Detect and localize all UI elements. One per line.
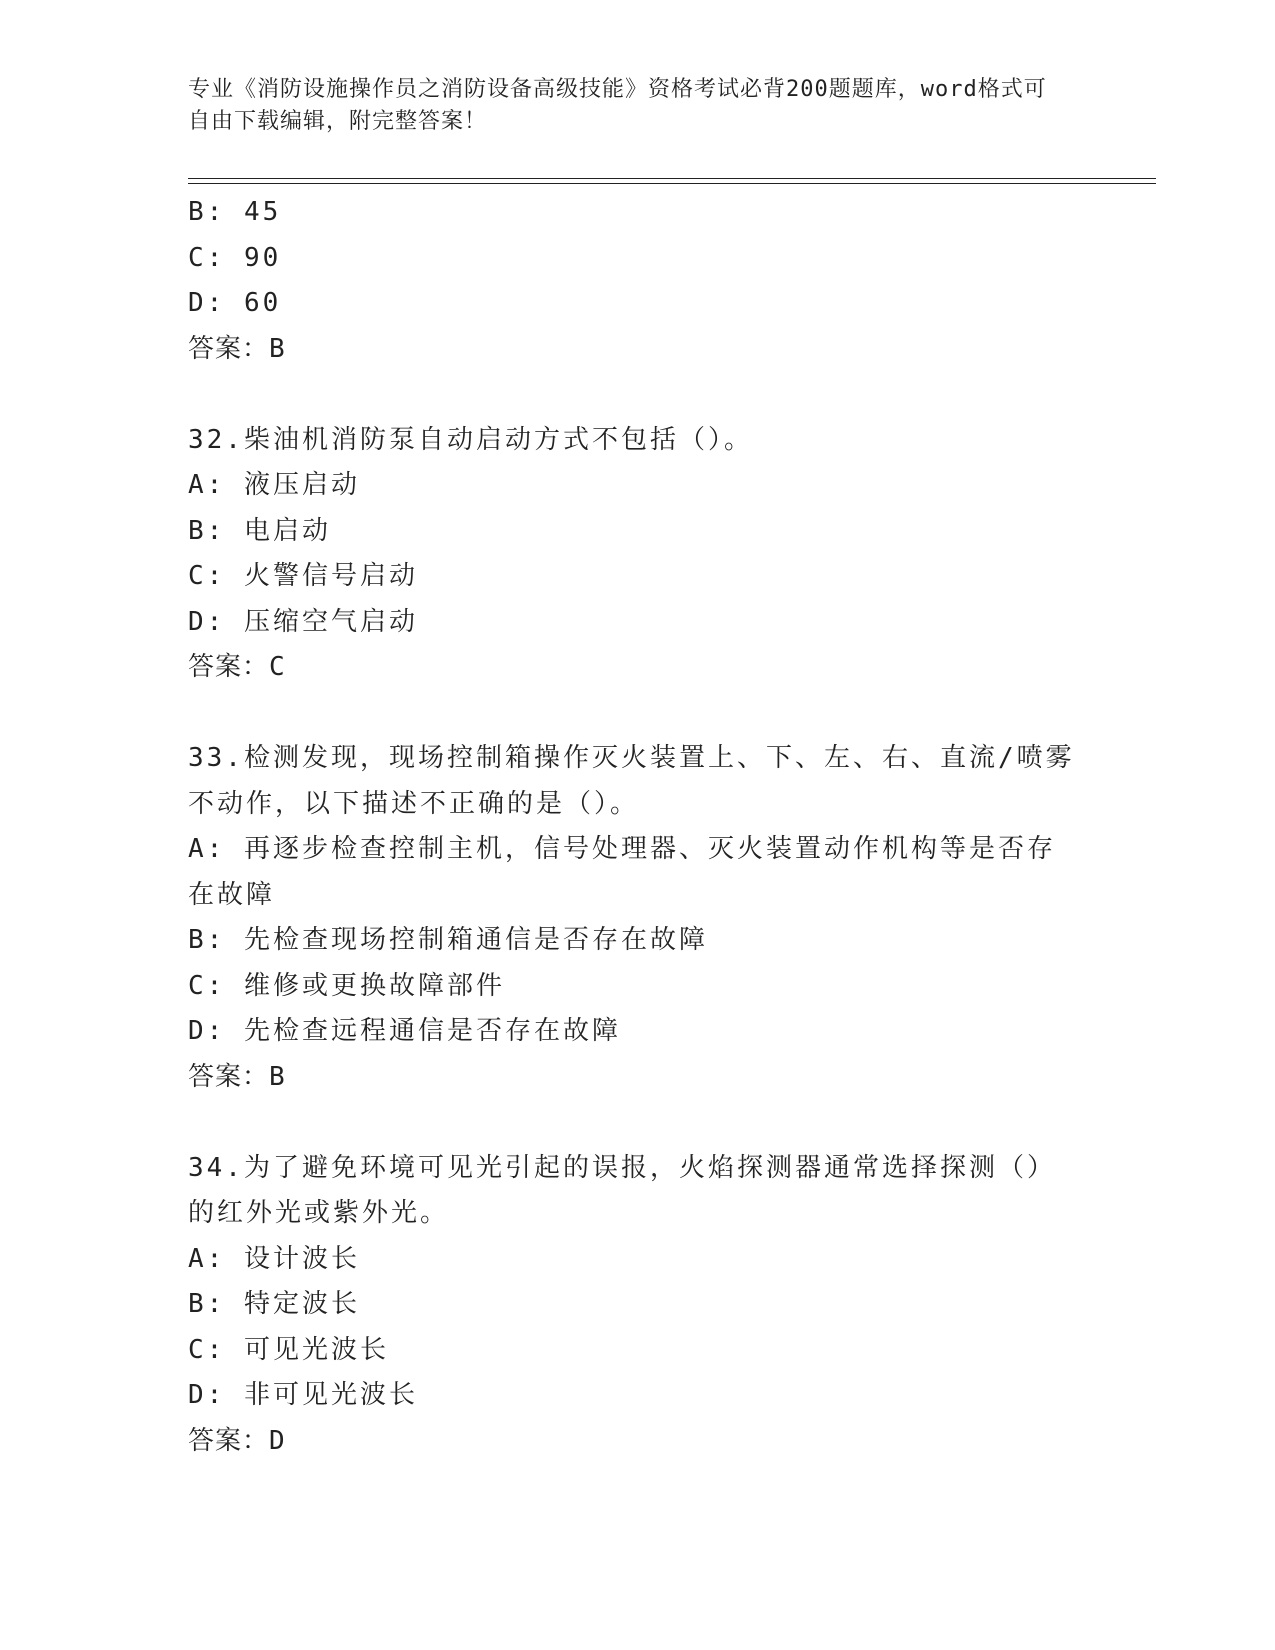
header-divider-top bbox=[188, 178, 1156, 179]
option-c: C: 维修或更换故障部件 bbox=[188, 970, 505, 1001]
question-stem: 32.柴油机消防泵自动启动方式不包括（）。 bbox=[188, 424, 753, 455]
option-b: B: 先检查现场控制箱通信是否存在故障 bbox=[188, 925, 708, 955]
question-stem: 33.检测发现，现场控制箱操作灭火装置上、下、左、右、直流/喷雾不动作，以下描述不正确的是（）。 bbox=[188, 743, 1075, 819]
answer-line: 答案：D bbox=[188, 1425, 286, 1456]
question-33 bbox=[188, 736, 1078, 1100]
option-c: C: 可见光波长 bbox=[188, 1334, 389, 1365]
question-list bbox=[188, 190, 1078, 1464]
option-a: A: 液压启动 bbox=[188, 470, 360, 500]
option-b: B: 45 bbox=[188, 197, 282, 227]
document-header: 专业《消防设施操作员之消防设备高级技能》资格考试必背200题题库，word格式可自由下载编辑，附完整答案！ bbox=[188, 77, 1047, 134]
option-d: D: 非可见光波长 bbox=[188, 1380, 418, 1410]
option-d: D: 60 bbox=[188, 288, 282, 318]
answer-line: 答案：B bbox=[188, 333, 286, 364]
option-d: D: 压缩空气启动 bbox=[188, 606, 418, 637]
question-gap bbox=[188, 372, 1078, 418]
question-34 bbox=[188, 1146, 1078, 1465]
question-gap bbox=[188, 1100, 1078, 1146]
question-stem: 34.为了避免环境可见光引起的误报，火焰探测器通常选择探测（）的红外光或紫外光。 bbox=[188, 1152, 1056, 1228]
option-a: A: 再逐步检查控制主机，信号处理器、灭火装置动作机构等是否存在故障 bbox=[188, 834, 1056, 910]
option-d: D: 先检查远程通信是否存在故障 bbox=[188, 1016, 621, 1046]
question-32 bbox=[188, 418, 1078, 691]
question-31-continued bbox=[188, 190, 1078, 372]
option-c: C: 90 bbox=[188, 242, 282, 273]
option-b: B: 电启动 bbox=[188, 515, 331, 546]
option-b: B: 特定波长 bbox=[188, 1289, 360, 1319]
answer-line: 答案：B bbox=[188, 1061, 286, 1092]
option-c: C: 火警信号启动 bbox=[188, 561, 418, 591]
option-a: A: 设计波长 bbox=[188, 1243, 360, 1274]
header-divider-bottom bbox=[188, 183, 1156, 184]
answer-line: 答案：C bbox=[188, 652, 286, 682]
question-gap bbox=[188, 691, 1078, 737]
